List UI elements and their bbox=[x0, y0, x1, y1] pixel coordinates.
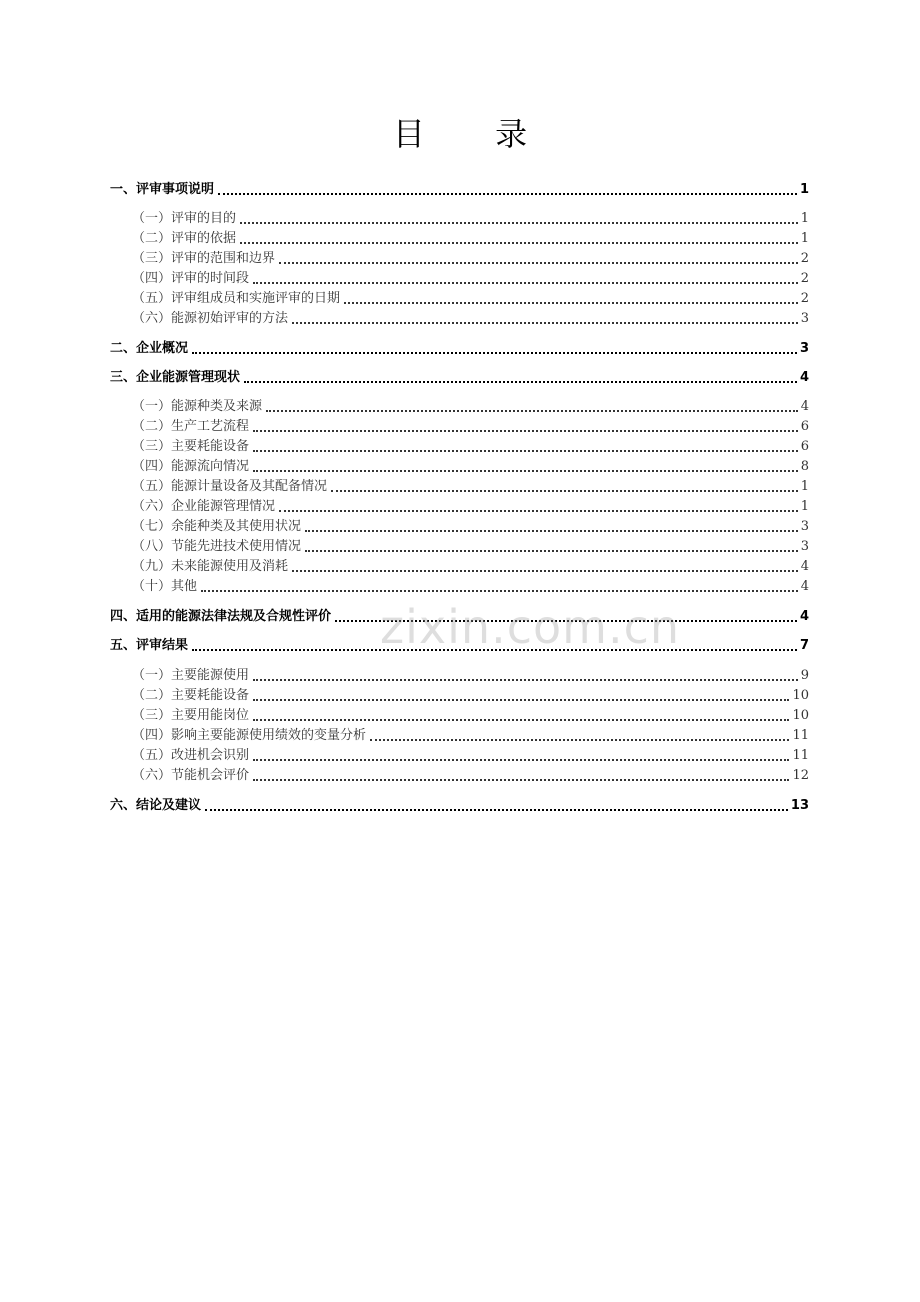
toc-entry-page-number: 7 bbox=[799, 638, 809, 653]
toc-entry-label: （一）主要能源使用 bbox=[132, 668, 250, 683]
toc-dot-leader bbox=[279, 510, 798, 512]
toc-dot-leader bbox=[218, 193, 797, 195]
toc-entry-label: （七）余能种类及其使用状况 bbox=[132, 519, 302, 534]
toc-entry-label: 五、评审结果 bbox=[110, 638, 189, 653]
toc-dot-leader bbox=[244, 381, 797, 383]
toc-dot-leader bbox=[335, 620, 797, 622]
toc-entry-label: （五）评审组成员和实施评审的日期 bbox=[132, 291, 341, 306]
toc-dot-leader bbox=[292, 322, 798, 324]
toc-entry-page-number: 9 bbox=[800, 668, 809, 683]
toc-entry-section[interactable] bbox=[110, 538, 809, 556]
toc-entry-section[interactable] bbox=[110, 707, 809, 725]
toc-dot-leader bbox=[253, 699, 789, 701]
toc-entry-page-number: 6 bbox=[800, 439, 809, 454]
toc-dot-leader bbox=[253, 779, 789, 781]
toc-entry-page-number: 4 bbox=[800, 399, 809, 414]
toc-entry-section[interactable] bbox=[110, 270, 809, 288]
toc-entry-label: 一、评审事项说明 bbox=[110, 182, 215, 197]
toc-entry-chapter[interactable] bbox=[110, 369, 809, 387]
toc-entry-section[interactable] bbox=[110, 438, 809, 456]
toc-dot-leader bbox=[253, 679, 798, 681]
toc-entry-label: 二、企业概况 bbox=[110, 341, 189, 356]
toc-entry-section[interactable] bbox=[110, 767, 809, 785]
toc-entry-section[interactable] bbox=[110, 310, 809, 328]
toc-dot-leader bbox=[279, 262, 798, 264]
toc-dot-leader bbox=[305, 530, 798, 532]
toc-entry-section[interactable] bbox=[110, 458, 809, 476]
toc-entry-page-number: 2 bbox=[800, 251, 809, 266]
toc-dot-leader bbox=[240, 222, 798, 224]
toc-entry-label: 三、企业能源管理现状 bbox=[110, 370, 241, 385]
toc-dot-leader bbox=[253, 430, 798, 432]
toc-entry-label: （九）未来能源使用及消耗 bbox=[132, 559, 289, 574]
toc-entry-label: （六）节能机会评价 bbox=[132, 768, 250, 783]
toc-entry-section[interactable] bbox=[110, 478, 809, 496]
toc-entry-label: （二）生产工艺流程 bbox=[132, 419, 250, 434]
toc-entry-label: 六、结论及建议 bbox=[110, 798, 202, 813]
toc-dot-leader bbox=[292, 570, 798, 572]
toc-dot-leader bbox=[266, 410, 798, 412]
toc-entry-label: （八）节能先进技术使用情况 bbox=[132, 539, 302, 554]
toc-entry-section[interactable] bbox=[110, 498, 809, 516]
toc-entry-section[interactable] bbox=[110, 578, 809, 596]
toc-entry-page-number: 10 bbox=[792, 688, 809, 703]
watermark: zixin.com.cn bbox=[380, 600, 681, 654]
toc-dot-leader bbox=[253, 450, 798, 452]
toc-entry-label: （四）影响主要能源使用绩效的变量分析 bbox=[132, 728, 367, 743]
toc-entry-section[interactable] bbox=[110, 518, 809, 536]
toc-entry-section[interactable] bbox=[110, 290, 809, 308]
toc-entry-page-number: 11 bbox=[792, 728, 809, 743]
toc-entry-page-number: 1 bbox=[800, 231, 809, 246]
toc-entry-page-number: 4 bbox=[799, 609, 809, 624]
toc-entry-page-number: 4 bbox=[800, 559, 809, 574]
toc-dot-leader bbox=[240, 242, 798, 244]
toc-entry-page-number: 13 bbox=[790, 798, 809, 813]
toc-entry-page-number: 3 bbox=[799, 341, 809, 356]
toc-entry-page-number: 4 bbox=[800, 579, 809, 594]
toc-entry-page-number: 1 bbox=[800, 499, 809, 514]
toc-entry-label: （六）企业能源管理情况 bbox=[132, 499, 276, 514]
toc-entry-label: （四）能源流向情况 bbox=[132, 459, 250, 474]
toc-entry-label: （一）评审的目的 bbox=[132, 211, 237, 226]
toc-entry-section[interactable] bbox=[110, 398, 809, 416]
toc-entry-label: （一）能源种类及来源 bbox=[132, 399, 263, 414]
toc-dot-leader bbox=[253, 759, 789, 761]
toc-entry-chapter[interactable] bbox=[110, 340, 809, 358]
toc-dot-leader bbox=[201, 590, 798, 592]
toc-entry-page-number: 6 bbox=[800, 419, 809, 434]
toc-entry-label: （六）能源初始评审的方法 bbox=[132, 311, 289, 326]
toc-entry-section[interactable] bbox=[110, 558, 809, 576]
toc-entry-section[interactable] bbox=[110, 667, 809, 685]
page-title: 目 录 bbox=[392, 115, 558, 153]
toc-dot-leader bbox=[192, 352, 797, 354]
toc-entry-label: （四）评审的时间段 bbox=[132, 271, 250, 286]
toc-dot-leader bbox=[370, 739, 789, 741]
toc-entry-page-number: 8 bbox=[800, 459, 809, 474]
toc-entry-page-number: 3 bbox=[800, 519, 809, 534]
toc-entry-label: （三）主要耗能设备 bbox=[132, 439, 250, 454]
toc-entry-page-number: 2 bbox=[800, 291, 809, 306]
toc-entry-label: （五）能源计量设备及其配备情况 bbox=[132, 479, 328, 494]
toc-entry-label: （二）评审的依据 bbox=[132, 231, 237, 246]
toc-entry-page-number: 3 bbox=[800, 539, 809, 554]
toc-entry-section[interactable] bbox=[110, 250, 809, 268]
toc-entry-section[interactable] bbox=[110, 727, 809, 745]
toc-entry-page-number: 4 bbox=[799, 370, 809, 385]
toc-entry-page-number: 1 bbox=[799, 182, 809, 197]
toc-dot-leader bbox=[192, 649, 797, 651]
toc-entry-page-number: 12 bbox=[792, 768, 809, 783]
toc-dot-leader bbox=[253, 470, 798, 472]
toc-entry-section[interactable] bbox=[110, 418, 809, 436]
toc-entry-page-number: 3 bbox=[800, 311, 809, 326]
toc-entry-chapter[interactable] bbox=[110, 608, 809, 626]
toc-entry-page-number: 1 bbox=[800, 211, 809, 226]
toc-dot-leader bbox=[253, 719, 789, 721]
toc-entry-chapter[interactable] bbox=[110, 797, 809, 815]
toc-entry-page-number: 2 bbox=[800, 271, 809, 286]
toc-entry-label: （三）评审的范围和边界 bbox=[132, 251, 276, 266]
toc-entry-section[interactable] bbox=[110, 747, 809, 765]
toc-dot-leader bbox=[205, 809, 788, 811]
toc-dot-leader bbox=[344, 302, 798, 304]
toc-entry-label: （三）主要用能岗位 bbox=[132, 708, 250, 723]
toc-dot-leader bbox=[331, 490, 798, 492]
toc-entry-label: （十）其他 bbox=[132, 579, 198, 594]
toc-entry-label: 四、适用的能源法律法规及合规性评价 bbox=[110, 609, 332, 624]
toc-entry-label: （五）改进机会识别 bbox=[132, 748, 250, 763]
toc-entry-section[interactable] bbox=[110, 687, 809, 705]
toc-entry-page-number: 11 bbox=[792, 748, 809, 763]
toc-entry-section[interactable] bbox=[110, 210, 809, 228]
toc-entry-section[interactable] bbox=[110, 230, 809, 248]
toc-entry-page-number: 10 bbox=[792, 708, 809, 723]
toc-entry-chapter[interactable] bbox=[110, 181, 809, 199]
toc-dot-leader bbox=[305, 550, 798, 552]
toc-entry-page-number: 1 bbox=[800, 479, 809, 494]
toc-entry-label: （二）主要耗能设备 bbox=[132, 688, 250, 703]
toc-entry-chapter[interactable] bbox=[110, 637, 809, 655]
toc-dot-leader bbox=[253, 282, 798, 284]
